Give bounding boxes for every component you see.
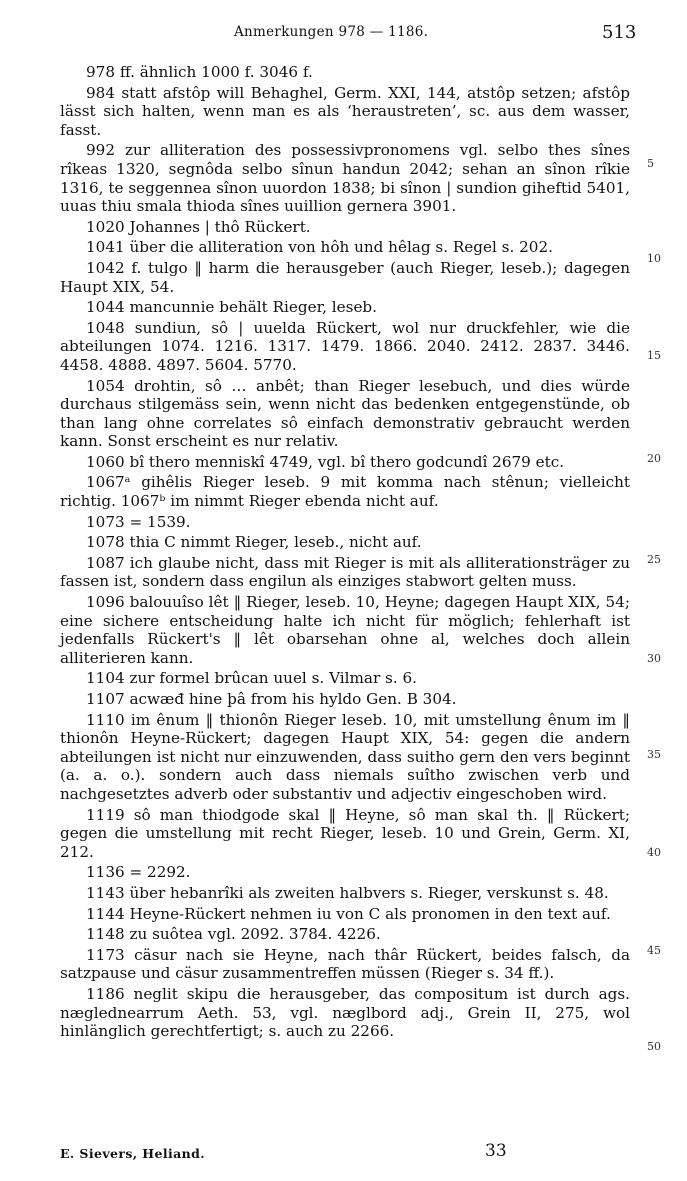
note-1173: 1173 cäsur nach sie Heyne, nach thâr Rückert, beides falsch, da satzpause und cäsur zusammentreffen müssen (Rieger s. 34 ff.). xyxy=(60,945,630,983)
note-1104: 1104 zur formel brûcan uuel s. Vilmar s. 6. xyxy=(86,669,417,688)
note-1119: 1119 sô man thiodgode skal ‖ Heyne, sô man skal th. ‖ Rückert; gegen die umstellung mit recht Rieger, leseb. 10 und Grein, Germ. XI, 212. xyxy=(60,805,630,861)
notes-body xyxy=(60,63,630,1041)
line-number: 30 xyxy=(647,652,661,665)
note-1144: 1144 Heyne-Rückert nehmen iu von C als pronomen in den text auf. xyxy=(86,904,611,923)
line-number: 20 xyxy=(647,452,661,465)
line-number: 15 xyxy=(647,349,661,362)
note-1067: 1067ᵃ gihêlis Rieger leseb. 9 mit komma nach stênun; vielleicht richtig. 1067ᵇ im nimmt Rieger ebenda nicht auf. xyxy=(60,473,630,511)
note-1148: 1148 zu suôtea vgl. 2092. 3784. 4226. xyxy=(86,925,381,944)
line-number: 5 xyxy=(647,157,654,170)
line-number: 35 xyxy=(647,748,661,761)
note-1078: 1078 thia C nimmt Rieger, leseb., nicht auf. xyxy=(86,533,422,552)
signature-mark: 33 xyxy=(485,1141,507,1161)
line-number: 25 xyxy=(647,553,661,566)
note-1143: 1143 über hebanrîki als zweiten halbvers s. Rieger, verskunst s. 48. xyxy=(86,883,609,902)
note-984: 984 statt afstôp will Behaghel, Germ. XXI, 144, atstôp setzen; afstôp lässt sich halten, wenn man es als ‘heraustreten’, sc. aus dem wasser, fasst. xyxy=(60,83,630,139)
note-1048: 1048 sundiun, sô | uuelda Rückert, wol nur druckfehler, wie die abteilungen 1074. 1216. 1317. 1479. 1866. 2040. 2412. 2837. 3446. 4458. 4888. 4897. 5604. 5770. xyxy=(60,318,630,374)
note-1110: 1110 im ênum ‖ thionôn Rieger leseb. 10, mit umstellung ênum im ‖ thionôn Heyne-Rückert; dagegen Haupt XIX, 54: gegen die andern abteilungen ist nicht nur einzuwenden, dass suitho gern den vers beginnt (a. a. o.). sondern auch dass niemals suîtho zwischen verb und nachgesetztes adverb oder substantiv und adjectiv eingeschoben wird. xyxy=(60,710,630,803)
note-1136: 1136 = 2292. xyxy=(86,863,191,882)
note-1041: 1041 über die alliteration von hôh und hêlag s. Regel s. 202. xyxy=(86,238,553,257)
note-1044: 1044 mancunnie behält Rieger, leseb. xyxy=(86,298,377,317)
note-992: 992 zur alliteration des possessivpronomens vgl. selbo thes sînes rîkeas 1320, segnôda selbo sînun handun 2042; sehan an sînon rîkie 1316, te seggennea sînon uuordon 1838; bi sînon | sundion giheftid 5401, uuas thiu smala thioda sînes uuillion gernera 3901. xyxy=(60,141,630,216)
line-number: 50 xyxy=(647,1040,661,1053)
note-1054: 1054 drohtin, sô … anbêt; than Rieger lesebuch, und dies würde durchaus stilgemäss sein, wenn nicht das bedenken entgegenstünde, ob than lang ohne correlates sô einfach demonstrativ gebraucht werden kann. Sonst erscheint es nur relativ. xyxy=(60,376,630,451)
footer-author: E. Sievers, Heliand. xyxy=(60,1146,206,1161)
page-number: 513 xyxy=(602,22,637,43)
line-number: 45 xyxy=(647,944,661,957)
note-1020: 1020 Johannes | thô Rückert. xyxy=(86,217,311,236)
line-number: 40 xyxy=(647,846,661,859)
note-1096: 1096 balouuîso lêt ‖ Rieger, leseb. 10, Heyne; dagegen Haupt XIX, 54; eine sichere entscheidung halte ich nicht für möglich; fehlerhaft ist jedenfalls Rückert's ‖ lêt obarsehan ohne al, welches doch allein alliterieren kann. xyxy=(60,593,630,667)
running-header: Anmerkungen 978 — 1186. xyxy=(234,24,429,40)
note-1087: 1087 ich glaube nicht, dass mit Rieger is mit als alliterationsträger zu fassen ist, sondern dass engilun als einziges stabwort gelten muss. xyxy=(60,553,630,591)
note-1073: 1073 = 1539. xyxy=(86,512,191,531)
line-number: 10 xyxy=(647,252,661,265)
note-1060: 1060 bî thero menniskî 4749, vgl. bî thero godcundî 2679 etc. xyxy=(86,452,565,471)
note-978: 978 ff. ähnlich 1000 f. 3046 f. xyxy=(86,63,313,81)
note-1107: 1107 acwæđ hine þâ from his hyldo Gen. B 304. xyxy=(86,690,457,708)
note-1186: 1186 neglit skipu die herausgeber, das compositum ist durch ags. næglednearrum Aeth. 53, vgl. næglbord adj., Grein II, 275, wol hinlänglich gerechtfertigt; s. auch zu 2266. xyxy=(60,984,630,1041)
note-1042: 1042 f. tulgo ‖ harm die herausgeber (auch Rieger, leseb.); dagegen Haupt XIX, 54. xyxy=(60,258,630,296)
